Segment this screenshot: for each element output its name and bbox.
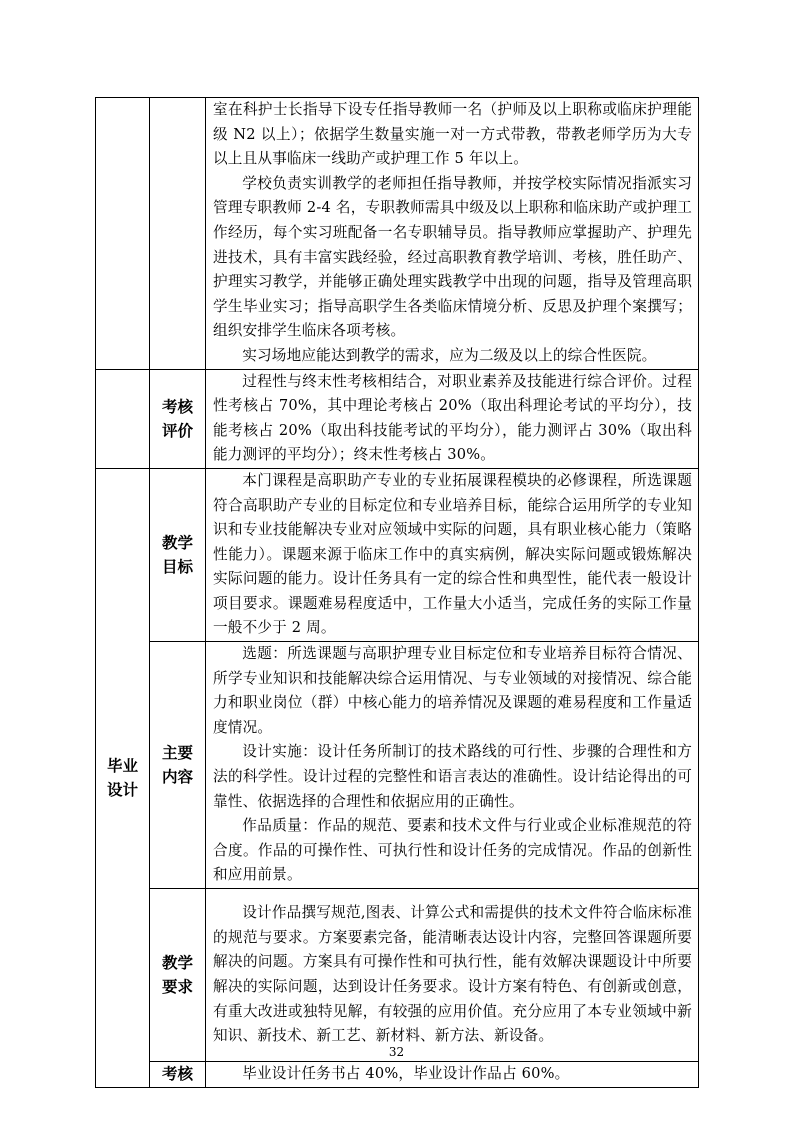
table-row — [96, 889, 699, 1062]
paragraph: 设计作品撰写规范,图表、计算公式和需提供的技术文件符合临床标准的规范与要求。方案要素完备，能清晰表达设计内容，完整回答课题所要解决的问题。方案具有可操作性和可执行性，能有效解决课题设计中所要解决的实际问题，达到设计任务要求。设计方案有特色、有创新或创意，有重大改进或独特见解，有较强的应用价值。充分应用了本专业领域中新知识、新技术、新工艺、新材料、新方法、新设备。 — [213, 904, 692, 1045]
empty-section-cell — [96, 369, 150, 468]
paragraph: 毕业设计任务书占 40%，毕业设计作品占 60%。 — [242, 1065, 570, 1082]
row-label — [150, 741, 205, 789]
row-label-line: 教学 — [161, 954, 193, 972]
page-number: 32 — [388, 1045, 405, 1059]
row-label-line: 内容 — [161, 768, 193, 787]
label-cell — [150, 1062, 206, 1088]
content-cell — [206, 98, 699, 370]
label-cell — [150, 889, 206, 1062]
content-cell — [206, 468, 699, 641]
paragraph: 选题：所选课题与高职护理专业目标定位和专业培养目标符合情况、所学专业知识和技能解决综合运用情况、与专业领域的对接情况、综合能力和职业岗位（群）中核心能力的培养情况及课题的难易程度和工作量适度情况。 — [213, 645, 692, 736]
table-row — [96, 369, 699, 468]
row-label-line: 评价 — [161, 421, 193, 440]
table-row — [96, 1062, 699, 1088]
content-cell — [206, 369, 699, 468]
row-label-line: 要求 — [161, 978, 193, 996]
content-cell — [206, 642, 699, 889]
row-label-line: 教学 — [161, 533, 193, 552]
paragraph: 本门课程是高职助产专业的专业拓展课程模块的必修课程，所选课题符合高职助产专业的目标定位和专业培养目标，能综合运用所学的专业知识和专业技能解决专业对应领域中实际的问题，具有职业核心能力（策略性能力）。课题来源于临床工作中的真实病例，解决实际问题或锻炼解决实际问题的能力。设计任务具有一定的综合性和典型性，能代表一般设计项目要求。课题难易程度适中，工作量大小适当，完成任务的实际工作量一般不少于 2 周。 — [213, 471, 692, 637]
section-label-line: 设计 — [106, 780, 138, 799]
empty-label-cell — [150, 98, 206, 370]
table-row — [96, 98, 699, 370]
label-cell — [150, 642, 206, 889]
table-row — [96, 468, 699, 641]
paragraph: 作品质量：作品的规范、要素和技术文件与行业或企业标准规范的符合度。作品的可操作性、可执行性和设计任务的完成情况。作品的创新性和应用前景。 — [213, 817, 692, 884]
row-label-line: 主要 — [161, 744, 193, 763]
curriculum-table — [95, 97, 699, 1088]
label-cell — [150, 369, 206, 468]
content-cell — [206, 889, 699, 1062]
row-label — [150, 951, 205, 999]
empty-section-cell — [96, 98, 150, 370]
row-label — [150, 531, 205, 579]
row-label — [150, 395, 205, 443]
paragraph: 实习场地应能达到教学的需求，应为二级及以上的综合性医院。 — [242, 346, 657, 364]
table-row — [96, 642, 699, 889]
label-cell — [150, 468, 206, 641]
content-cell — [206, 1062, 699, 1088]
section-label — [96, 754, 149, 802]
paragraph: 室在科护士长指导下设专任指导教师一名（护师及以上职称或临床护理能级 N2 以上）；依据学生数量实施一对一方式带教，带教老师学历为大专以上且从事临床一线助产或护理工作 5 年以上。 — [213, 101, 692, 168]
section-cell — [96, 468, 150, 1087]
row-label: 考核 — [161, 1065, 193, 1084]
row-label-line: 目标 — [161, 557, 193, 576]
paragraph: 设计实施：设计任务所制订的技术路线的可行性、步骤的合理性和方法的科学性。设计过程的完整性和语言表达的准确性。设计结论得出的可靠性、依据选择的合理性和依据应用的正确性。 — [213, 743, 692, 810]
section-label-line: 毕业 — [106, 756, 138, 775]
paragraph: 学校负责实训教学的老师担任指导教师，并按学校实际情况指派实习管理专职教师 2-4 名，专职教师需具中级及以上职称和临床助产或护理工作经历，每个实习班配备一名专职辅导员。指导教师应掌握助产、护理先进技术，具有丰富实践经验，经过高职教育教学培训、考核，胜任助产、护理实习教学，并能够正确处理实践教学中出现的问题，指导及管理高职学生毕业实习；指导高职学生各类临床情境分析、反思及护理个案撰写；组织安排学生临床各项考核。 — [213, 174, 692, 340]
paragraph: 过程性与终末性考核相结合，对职业素养及技能进行综合评价。过程性考核占 70%，其中理论考核占 20%（取出科理论考试的平均分），技能考核占 20%（取出科技能考试的平均分），能力测评占 30%（取出科能力测评的平均分）；终末性考核占 30%。 — [213, 372, 692, 464]
row-label-line: 考核 — [161, 397, 193, 416]
